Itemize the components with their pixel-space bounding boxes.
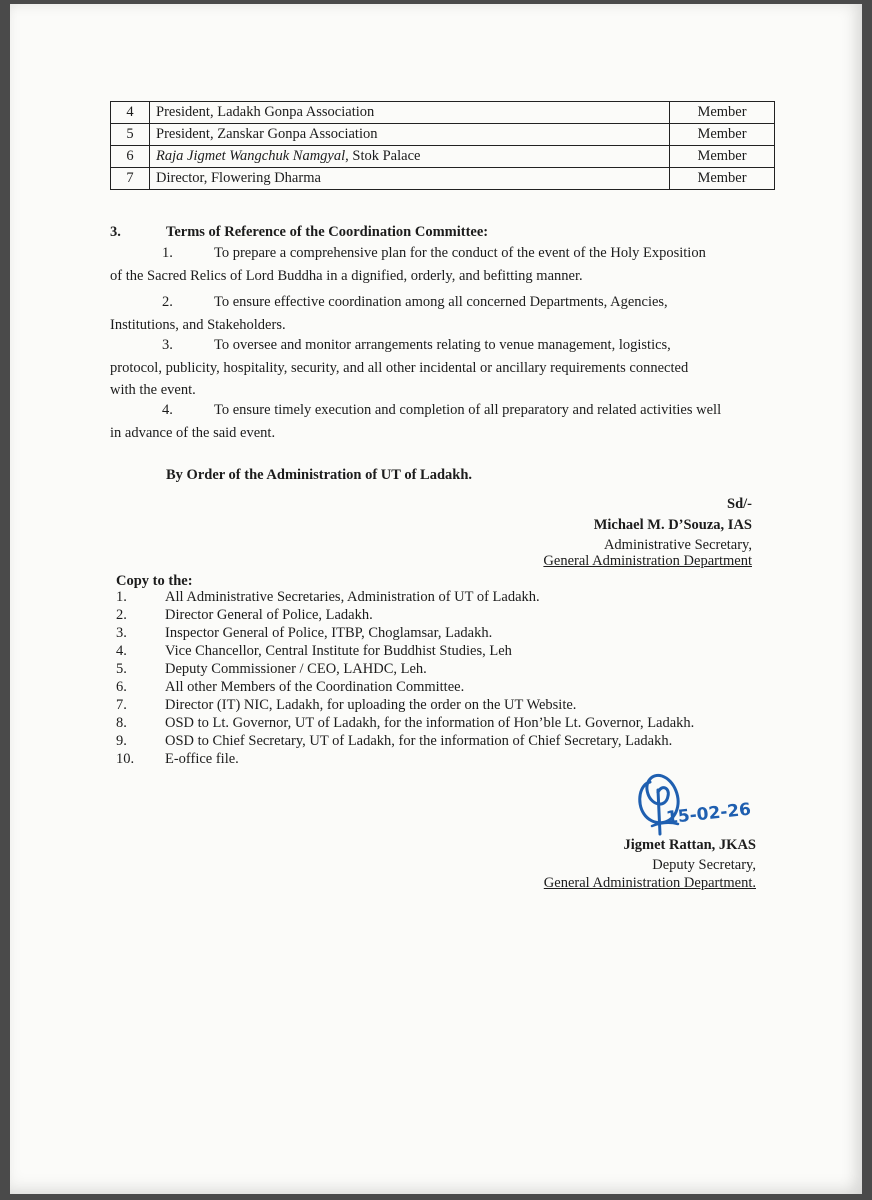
copy-item-number: 1. xyxy=(116,589,127,605)
copy-item-text: OSD to Chief Secretary, UT of Ladakh, for the information of Chief Secretary, Ladakh. xyxy=(165,733,673,749)
order-line: By Order of the Administration of UT of Ladakh. xyxy=(166,467,473,483)
term-number: 2. xyxy=(162,294,173,310)
row-role: Member xyxy=(670,102,775,124)
document-page xyxy=(10,4,862,1194)
row-number: 7 xyxy=(111,168,150,190)
term-text: Institutions, and Stakeholders. xyxy=(110,317,286,333)
signatory-name: Michael M. D’Souza, IAS xyxy=(593,517,752,533)
copy-item-text: Deputy Commissioner / CEO, LAHDC, Leh. xyxy=(165,661,427,677)
copy-item-number: 8. xyxy=(116,715,127,731)
row-number: 6 xyxy=(111,146,150,168)
copy-item-text: Director General of Police, Ladakh. xyxy=(165,607,373,623)
row-name: President, Ladakh Gonpa Association xyxy=(150,102,670,124)
copy-item-number: 10. xyxy=(116,751,135,767)
term-text: To prepare a comprehensive plan for the conduct of the event of the Holy Exposition xyxy=(214,245,706,261)
table-row xyxy=(111,168,775,190)
table-row xyxy=(111,124,775,146)
copy-item-text: E-office file. xyxy=(165,751,239,767)
term-number: 4. xyxy=(162,402,173,418)
members-table xyxy=(110,101,775,190)
copy-item-number: 5. xyxy=(116,661,127,677)
term-text: with the event. xyxy=(110,382,196,398)
deputy-dept: General Administration Department. xyxy=(543,875,756,891)
row-name: Raja Jigmet Wangchuk Namgyal, Stok Palace xyxy=(150,146,670,168)
term-text: To ensure timely execution and completion of all preparatory and related activities well xyxy=(214,402,722,418)
term-number: 1. xyxy=(162,245,173,261)
signatory-dept: General Administration Department xyxy=(543,553,752,569)
row-role: Member xyxy=(670,168,775,190)
section-number: 3. xyxy=(110,224,121,240)
term-text: protocol, publicity, hospitality, security, and all other incidental or ancillary requirements connected xyxy=(110,360,689,376)
copy-item-text: Vice Chancellor, Central Institute for Buddhist Studies, Leh xyxy=(165,643,512,659)
sd-mark: Sd/- xyxy=(727,496,752,512)
copy-item-text: Director (IT) NIC, Ladakh, for uploading the order on the UT Website. xyxy=(165,697,577,713)
copy-heading: Copy to the: xyxy=(116,573,193,589)
row-number: 4 xyxy=(111,102,150,124)
term-text: in advance of the said event. xyxy=(110,425,276,441)
deputy-title: Deputy Secretary, xyxy=(652,857,756,873)
row-name: Director, Flowering Dharma xyxy=(150,168,670,190)
row-role: Member xyxy=(670,124,775,146)
row-role: Member xyxy=(670,146,775,168)
signatory-title: Administrative Secretary, xyxy=(603,537,752,553)
deputy-name: Jigmet Rattan, JKAS xyxy=(623,837,756,853)
copy-item-text: All Administrative Secretaries, Administration of UT of Ladakh. xyxy=(165,589,540,605)
copy-item-text: All other Members of the Coordination Committee. xyxy=(165,679,465,695)
term-text: To oversee and monitor arrangements relating to venue management, logistics, xyxy=(214,337,671,353)
section-heading: Terms of Reference of the Coordination Committee: xyxy=(166,224,489,240)
copy-item-text: Inspector General of Police, ITBP, Choglamsar, Ladakh. xyxy=(165,625,493,641)
table-row xyxy=(111,102,775,124)
copy-item-number: 4. xyxy=(116,643,127,659)
term-text: of the Sacred Relics of Lord Buddha in a dignified, orderly, and befitting manner. xyxy=(110,268,583,284)
term-text: To ensure effective coordination among all concerned Departments, Agencies, xyxy=(214,294,668,310)
handwritten-date: 15-02-26 xyxy=(665,799,752,829)
copy-item-number: 3. xyxy=(116,625,127,641)
table-row xyxy=(111,146,775,168)
copy-item-number: 6. xyxy=(116,679,127,695)
term-number: 3. xyxy=(162,337,173,353)
copy-item-text: OSD to Lt. Governor, UT of Ladakh, for the information of Hon’ble Lt. Governor, Ladakh. xyxy=(165,715,695,731)
copy-item-number: 2. xyxy=(116,607,127,623)
copy-item-number: 7. xyxy=(116,697,127,713)
row-number: 5 xyxy=(111,124,150,146)
copy-item-number: 9. xyxy=(116,733,127,749)
row-name: President, Zanskar Gonpa Association xyxy=(150,124,670,146)
